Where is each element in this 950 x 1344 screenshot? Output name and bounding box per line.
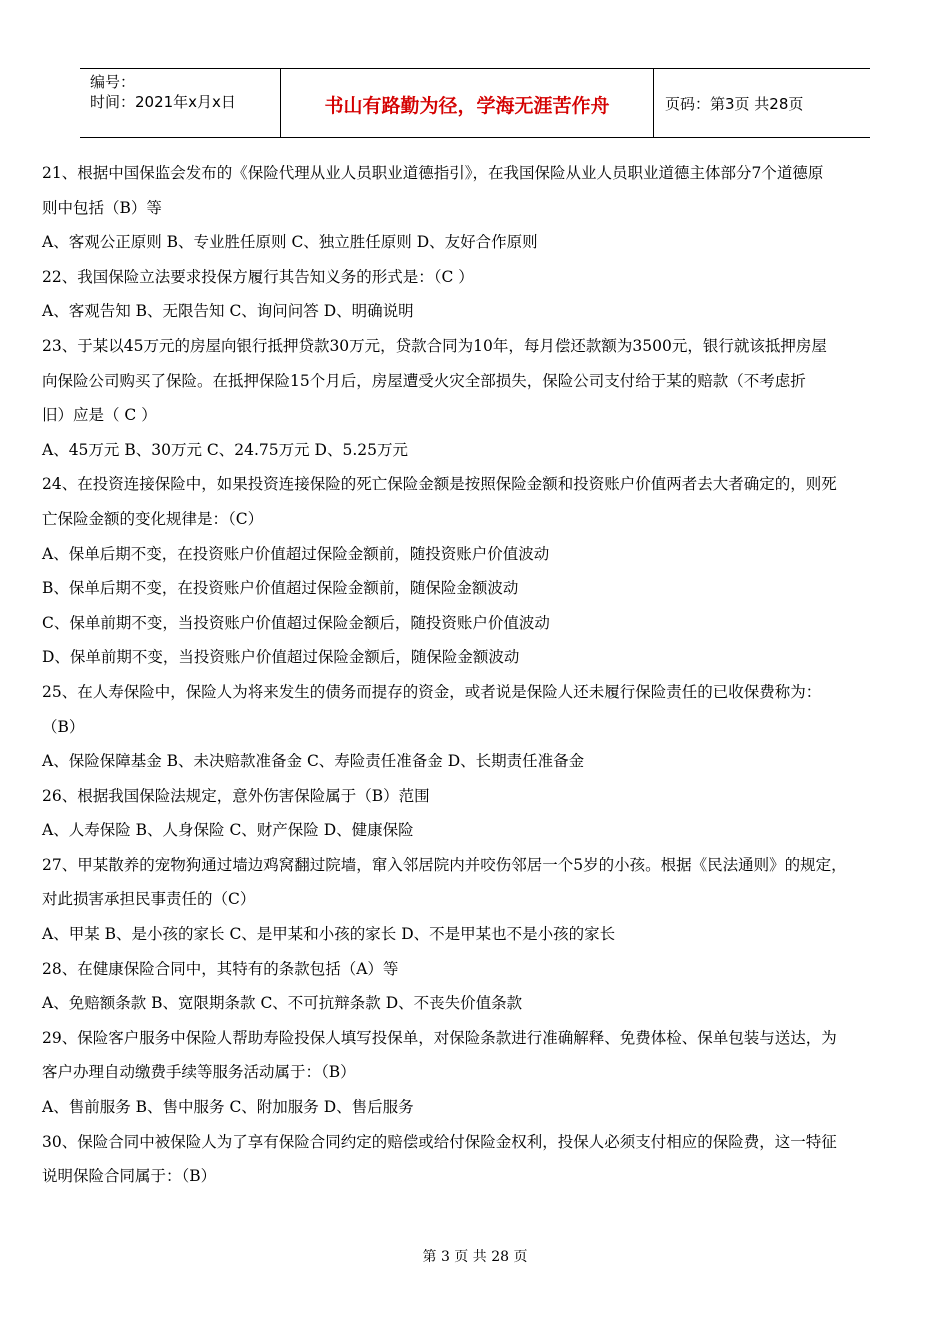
header-page-code: 页码：第3页 共28页 (665, 95, 804, 113)
text-line: 亡保险金额的变化规律是：（C） (42, 509, 264, 528)
text-line: 28、在健康保险合同中，其特有的条款包括（A）等 (42, 959, 399, 978)
text-line: A、保险保障基金 B、未决赔款准备金 C、寿险责任准备金 D、长期责任准备金 (42, 752, 585, 771)
text-line: 30、保险合同中被保险人为了享有保险合同约定的赔偿或给付保险金权利，投保人必须支付相应的保险费，这一特征 (42, 1132, 837, 1151)
header-page-cell (655, 69, 870, 137)
text-line: 向保险公司购买了保险。在抵押保险15个月后，房屋遭受火灾全部损失，保险公司支付给于某的赔款（不考虑折 (42, 371, 806, 390)
text-line: A、45万元 B、30万元 C、24.75万元 D、5.25万元 (42, 440, 408, 459)
text-line: 24、在投资连接保险中，如果投资连接保险的死亡保险金额是按照保险金额和投资账户价值两者去大者确定的，则死 (42, 475, 837, 494)
text-line: 说明保险合同属于：（B） (42, 1167, 217, 1186)
page-header (80, 68, 870, 138)
text-line: C、保单前期不变，当投资账户价值超过保险金额后，随投资账户价值波动 (42, 613, 550, 632)
header-number: 编号： (90, 73, 136, 91)
text-line: 对此损害承担民事责任的（C） (42, 890, 256, 909)
text-line: 25、在人寿保险中，保险人为将来发生的债务而提存的资金，或者说是保险人还未履行保险责任的已收保费称为： (42, 682, 822, 701)
header-motto: 书山有路勤为径，学海无涯苦作舟 (324, 95, 610, 117)
text-line: 23、于某以45万元的房屋向银行抵押贷款30万元，贷款合同为10年，每月偿还款额为3500元，银行就该抵押房屋 (42, 336, 827, 355)
text-line: 26、根据我国保险法规定，意外伤害保险属于（B）范围 (42, 786, 430, 805)
header-time: 时间：2021年x月x日 (90, 93, 236, 111)
text-line: 21、根据中国保监会发布的《保险代理从业人员职业道德指引》，在我国保险从业人员职业道德主体部分7个道德原 (42, 164, 824, 182)
page-footer: 第 3 页 共 28 页 (422, 1249, 528, 1265)
text-line: A、免赔额条款 B、宽限期条款 C、不可抗辩条款 D、不丧失价值条款 (42, 994, 523, 1013)
text-line: A、保单后期不变，在投资账户价值超过保险金额前，随投资账户价值波动 (42, 544, 550, 563)
text-line: A、人寿保险 B、人身保险 C、财产保险 D、健康保险 (42, 821, 414, 840)
text-line: （B） (42, 717, 85, 736)
text-line: 则中包括（B）等 (42, 198, 162, 217)
header-motto-cell (281, 69, 654, 137)
text-line: 29、保险客户服务中保险人帮助寿险投保人填写投保单，对保险条款进行准确解释、免费体检、保单包装与送达，为 (42, 1028, 837, 1047)
text-line: A、售前服务 B、售中服务 C、附加服务 D、售后服务 (42, 1098, 414, 1117)
document-body (42, 156, 912, 1194)
header-info-cell (80, 69, 281, 137)
text-line: 客户办理自动缴费手续等服务活动属于：（B） (42, 1063, 356, 1082)
text-line: D、保单前期不变，当投资账户价值超过保险金额后，随保险金额波动 (42, 648, 520, 667)
text-line: B、保单后期不变，在投资账户价值超过保险金额前，随保险金额波动 (42, 579, 519, 598)
text-line: 27、甲某散养的宠物狗通过墙边鸡窝翻过院墙，窜入邻居院内并咬伤邻居一个5岁的小孩。根据《民法通则》的规定， (42, 855, 847, 874)
text-line: A、客观告知 B、无限告知 C、询问问答 D、明确说明 (42, 302, 414, 321)
text-line: A、客观公正原则 B、专业胜任原则 C、独立胜任原则 D、友好合作原则 (42, 233, 538, 252)
text-line: 22、我国保险立法要求投保方履行其告知义务的形式是：（C ） (42, 267, 474, 286)
text-line: 旧）应是（ C ） (42, 406, 157, 425)
text-line: A、甲某 B、是小孩的家长 C、是甲某和小孩的家长 D、不是甲某也不是小孩的家长 (42, 925, 616, 944)
